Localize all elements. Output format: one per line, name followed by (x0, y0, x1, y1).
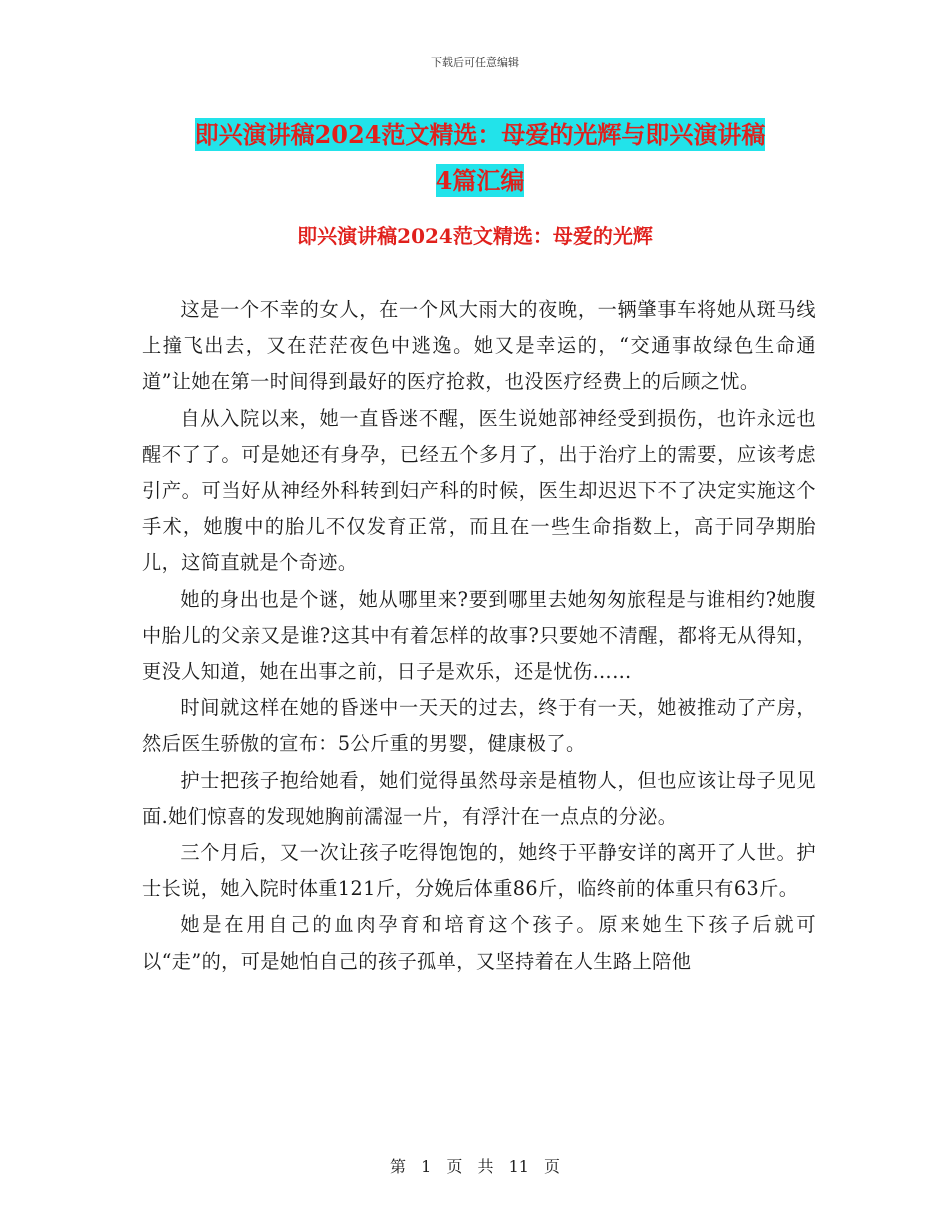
document-title-line2: 4篇汇编 (435, 166, 525, 195)
page-unit: 页 (446, 1157, 463, 1176)
total-pages: 11 (508, 1157, 529, 1176)
page-label: 第 (389, 1157, 406, 1176)
body-text (142, 292, 816, 980)
total-label: 共 (477, 1157, 494, 1176)
paragraph: 她的身出也是个谜，她从哪里来?要到哪里去她匆匆旅程是与谁相约?她腹中胎儿的父亲又是谁?这其中有着怎样的故事?只要她不清醒，都将无从得知，更没人知道，她在出事之前，日子是欢乐，还是忧伤…… (142, 587, 816, 684)
paragraph: 三个月后，又一次让孩子吃得饱饱的，她终于平静安详的离开了人世。护士长说，她入院时体重121斤，分娩后体重86斤，临终前的体重只有63斤。 (142, 841, 816, 901)
total-unit: 页 (544, 1157, 561, 1176)
page-footer (0, 1154, 950, 1177)
paragraph: 护士把孩子抱给她看，她们觉得虽然母亲是植物人，但也应该让母子见见面.她们惊喜的发现她胸前濡湿一片，有浮汁在一点点的分泌。 (142, 768, 816, 828)
paragraph: 自从入院以来，她一直昏迷不醒，医生说她部神经受到损伤，也许永远也醒不了了。可是她还有身孕，已经五个多月了，出于治疗上的需要，应该考虑引产。可当好从神经外科转到妇产科的时候，医生却迟迟下不了决定实施这个手术，她腹中的胎儿不仅发育正常，而且在一些生命指数上，高于同孕期胎儿，这简直就是个奇迹。 (142, 406, 816, 575)
section-title: 即兴演讲稿2024范文精选：母爱的光辉 (297, 224, 653, 248)
document-title (140, 112, 820, 204)
page-number: 1 (421, 1157, 432, 1176)
paragraph: 她是在用自己的血肉孕育和培育这个孩子。原来她生下孩子后就可以“走”的，可是她怕自己的孩子孤单，又坚持着在人生路上陪他 (142, 913, 816, 973)
paragraph: 这是一个不幸的女人，在一个风大雨大的夜晚，一辆肇事车将她从斑马线上撞飞出去，又在茫茫夜色中逃逸。她又是幸运的，“交通事故绿色生命通道”让她在第一时间得到最好的医疗抢救，也没医疗经费上的后顾之忧。 (142, 298, 816, 394)
document-title-line1: 即兴演讲稿2024范文精选：母爱的光辉与即兴演讲稿 (194, 120, 766, 149)
header-note: 下载后可任意编辑 (431, 56, 519, 69)
paragraph: 时间就这样在她的昏迷中一天天的过去，终于有一天，她被推动了产房，然后医生骄傲的宣布：5公斤重的男婴，健康极了。 (142, 696, 816, 756)
